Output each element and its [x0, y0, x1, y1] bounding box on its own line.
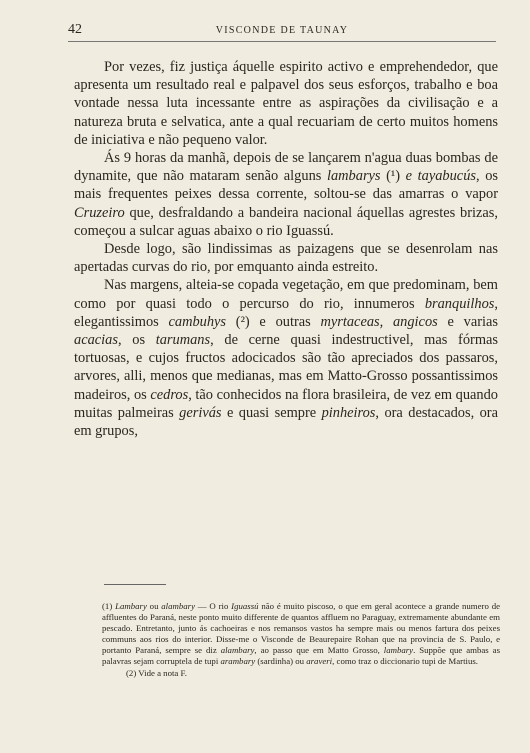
- footnote-separator: [104, 584, 166, 585]
- text-run: Nas margens, alteia-se copada vegetação, em que predominam, bem como por quasi todo o percurso do rio, innumeros: [74, 277, 498, 312]
- text-run: (2) Vide a nota F.: [126, 667, 187, 678]
- text-run: , tão conhecidos na flora brasileira, de vez em quando muitas palmeiras: [74, 386, 498, 421]
- text-run: ou: [146, 601, 162, 611]
- text-run: (sardinha) ou: [255, 656, 307, 667]
- body-paragraph: [74, 276, 498, 440]
- text-run: , ao passo que em Matto Grosso,: [254, 645, 384, 656]
- italic-term: lambary: [383, 645, 414, 656]
- text-run: (²) e outras: [226, 313, 321, 330]
- italic-term: gerivás: [179, 404, 222, 421]
- italic-term: cambuhys: [168, 313, 227, 330]
- italic-term: acacias: [74, 332, 118, 349]
- running-head: VISCONDE DE TAUNAY: [215, 25, 349, 36]
- italic-term: lambarys: [326, 168, 381, 185]
- italic-term: Lambary: [115, 601, 147, 611]
- text-run: e varias: [437, 313, 498, 330]
- text-run: (1): [102, 601, 116, 611]
- body-paragraph: [74, 240, 498, 276]
- text-run: que, desfraldando a bandeira nacional áquellas agrestes brizas, começou a sulcar aguas abaixo o rio Iguassú.: [74, 204, 498, 239]
- italic-term: Cruzeiro: [74, 204, 125, 221]
- page-number: 42: [68, 22, 82, 37]
- text-run: Ás 9 horas da manhã, depois de se lançarem n'agua duas bombas de dynamite, que não mataram senão alguns: [74, 150, 498, 185]
- text-run: , os mais frequentes peixes dessa corrente, soltou-se das amarras o vapor: [74, 168, 498, 203]
- header-rule: [68, 41, 496, 42]
- text-run: , elegantissimos: [74, 295, 498, 330]
- italic-term: e tayabucús: [405, 168, 476, 185]
- italic-term: Iguassú: [231, 601, 259, 611]
- text-run: não é muito piscoso, o que em geral acontece a grande numero de affluentes do Paraná, neste ponto muito differente de quantos affluem no Paraguay, extremamente abundante em pescado. Entretanto, junto ás cachoeiras e nos remansos vastos ha sempre mais ou menos fartura dos peixes communs aos rios do interior. Disse-me o Visconde de Beaurepaire Rohan que na provincia de S. Paulo, e portanto Paraná, sempre se diz: [102, 601, 500, 656]
- body-paragraph: [74, 58, 498, 149]
- body-paragraph: [74, 149, 498, 240]
- text-run: Por vezes, fiz justiça áquelle espirito activo e emprehendedor, que apresenta um resultado real e palpavel dos seus esforços, trabalho e boa vontade nessa luta incessante entre as aspirações da civilisação e a natureza bruta e selvatica, ante a qual recuariam de certo muitos homens de iniciativa e não pequeno valor.: [74, 59, 498, 148]
- italic-term: myrtaceas, angicos: [320, 313, 438, 330]
- footnotes: [102, 601, 500, 679]
- text-run: — O rio: [195, 601, 232, 611]
- italic-term: pinheiros: [321, 404, 376, 421]
- footnote: [102, 601, 500, 668]
- text-run: , ora destacados, ora em grupos,: [74, 404, 498, 440]
- footnote: [102, 668, 500, 679]
- body-text: [74, 58, 498, 440]
- text-run: , de cerne quasi indestructivel, mas fórmas tortuosas, e cujos fructos adocicados são tão apreciados dos passaros, arvores, alli, menos que medianas, mas em Matto-Grosso possantissimos madeiros, os: [74, 332, 498, 403]
- text-run: Desde logo, são lindissimas as paizagens que se desenrolam nas apertadas curvas do rio, por emquanto ainda estreito.: [74, 241, 498, 276]
- italic-term: araveri: [306, 656, 333, 667]
- italic-term: alambary: [161, 601, 195, 611]
- italic-term: tarumans: [155, 332, 211, 349]
- page-header: [68, 22, 496, 40]
- text-run: . Suppõe que ambas as palavras sejam corruptela de tupi: [102, 645, 500, 667]
- text-run: , os: [117, 332, 156, 349]
- text-run: (¹): [380, 168, 406, 185]
- italic-term: branquilhos: [424, 295, 495, 312]
- text-run: , como traz o diccionario tupi de Martius.: [332, 656, 478, 667]
- italic-term: arambary: [220, 656, 256, 667]
- text-run: e quasi sempre: [221, 404, 322, 421]
- italic-term: alambary: [220, 645, 255, 656]
- italic-term: cedros: [150, 386, 189, 403]
